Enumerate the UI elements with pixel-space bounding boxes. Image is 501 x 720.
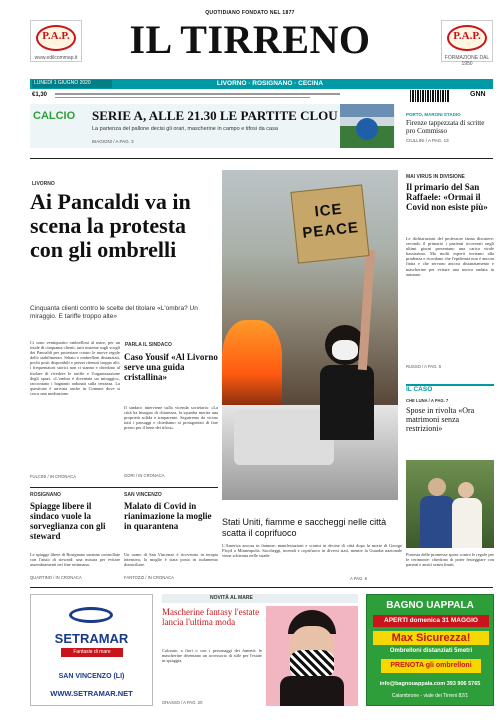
masthead-tagline: QUOTIDIANO FONDATO NEL 1877 (205, 10, 295, 16)
top-right-byline: CIULLINI / A PAG. 13 (406, 138, 449, 143)
ad-caption: FORMAZIONE DAL 1950 (444, 55, 490, 67)
top-right-kicker: PORTO, MARONI STADIO (406, 112, 461, 117)
caso-byline: GORI / IN CRONACA (124, 473, 165, 478)
setramar-tagline: Fantasie di mare (61, 648, 123, 657)
primario-headline[interactable]: Il primario del San Raffaele: «Ormai il Covid non esiste più» (406, 182, 488, 212)
stadium-photo (340, 104, 394, 148)
photo-byline: A PAG. 8 (350, 576, 367, 581)
gnn-logo: GNN (470, 91, 486, 98)
fish-logo-icon (69, 607, 113, 623)
mascherine-byline: GRASSO / A PAG. 20 (162, 700, 203, 705)
divider (30, 487, 218, 488)
lead-kicker: LIVORNO (32, 181, 55, 187)
calcio-subtitle: La partenza del pallone decisi gli orari, mascherine in campo e tifosi da casa (92, 126, 278, 132)
lead-body: Ci sono ventiquattro ombrelloni al mare, per un totale di cinquanta clienti, tutti insieme sugli scogli dei Pancaldi per protestare contro le nuove regole dello stabilimento. Sdraio e ombrelloni distanziati, pochi posti disponibili e prezzi ritenuti troppo alti: i frequentatori storici non ci stanno e chiedono al titolare di rivedere le tariffe e l'organizzazione degli spazi. «L'ombra è diventata un miraggio», raccontano i bagnanti radunati sulla terrazza. La questione è arrivata anche in Comune dove si cerca una mediazione. (30, 340, 120, 396)
dateline-edition: LIVORNO · ROSIGNANO · CECINA (216, 80, 324, 87)
primario-body: Le dichiarazioni del professore fanno discutere: secondo il primario i pazienti ricoverati negli ultimi giorni presentano una carica virale bassissima. Ma molti esperti invitano alla prudenza e ricordano che l'epidemia non è ancora finita e che servono ancora distanziamento e mascherine per evitare una nuova ondata in autunno. (406, 236, 494, 277)
caso-kicker: PARLA IL SINDACO (125, 342, 172, 348)
ad-logo-text: P.A.P. (453, 30, 481, 42)
mascherine-kicker: NOVITÀ AL MARE (210, 595, 253, 601)
caso-headline[interactable]: Caso Yousif «Al Livorno serve una guida cristallina» (124, 352, 218, 382)
photo-headline[interactable]: Stati Uniti, fiamme e saccheggi nelle città scatta il coprifuoco (222, 517, 387, 538)
spiagge-kicker: ROSIGNANO (30, 492, 61, 498)
mask-photo (266, 606, 358, 706)
malato-body: Un uomo di San Vincenzo è ricoverato in terapia intensiva, la moglie è stata posta in isolamento domiciliare. (124, 552, 218, 568)
mascherine-body: Colorate, a fiori o con i personaggi dei fumetti: le mascherine diventano un accessorio di stile per l'estate in spiaggia. (162, 648, 262, 664)
bagno-banner: APERTI domenica 31 MAGGIO (373, 615, 489, 627)
ad-caption: www.edilcommap.it (34, 55, 78, 61)
ad-setramar[interactable] (30, 594, 153, 706)
price: €1,30 (32, 92, 48, 98)
ad-bagno[interactable] (366, 594, 494, 706)
primario-kicker: MAI VIRUS IN DIVISIONE (406, 174, 465, 180)
bagno-contact[interactable]: info@bagnouappala.com 393 906 5765 (379, 681, 481, 687)
il-caso-body: Protesta delle promesse spose contro le regole per le cerimonie: chiedono di poter festeggiare con parenti e amici senza limiti. (406, 552, 494, 568)
protest-sign: ICE PEACE (290, 184, 369, 263)
photo-body: L'America ancora in fiamme: manifestazioni e scontri in decine di città dopo la morte di George Floyd a Minneapolis. Saccheggi, incendi e coprifuoco in diversi stati, mentre la Guardia nazionale viene schierata nelle strade. (222, 543, 402, 559)
bagno-line: Ombrelloni distanziati 5metri (389, 648, 473, 654)
lead-headline[interactable]: Ai Pancaldi va in scena la protesta con gli ombrelli (30, 189, 191, 262)
masthead-ad-left[interactable] (30, 20, 82, 62)
malato-headline[interactable]: Malato di Covid in rianimazione la moglie in quarantena (124, 501, 212, 531)
barcode-icon (410, 90, 450, 102)
calcio-byline: BIAGIONI / A PAG. 3 (92, 139, 134, 144)
caso-body: Il sindaco interviene sulla vicenda societaria: «La città ha bisogno di chiarezza, la squadra merita una proprietà solida e trasparente. Seguiremo da vicino tutti i passaggi e chiediamo ai protagonisti di fare presto per il bene dei tifosi». (124, 405, 218, 431)
mascherine-headline[interactable]: Mascherine fantasy l'estate lancia l'ultima moda (162, 607, 260, 627)
spiagge-headline[interactable]: Spiagge libere il sindaco vuole la sorveglianza con gli steward (30, 501, 106, 541)
top-right-headline[interactable]: Firenze tappezzata di scritte pro Commisso (406, 119, 485, 135)
mascherine-kicker-bar (162, 594, 358, 603)
fineprint-block (55, 92, 355, 102)
bagno-cta[interactable]: PRENOTA gli ombrelloni (381, 659, 481, 673)
wedding-photo (406, 460, 494, 548)
bagno-headline: Max Sicurezza! (373, 631, 489, 645)
bagno-name: BAGNO UAPPALA (386, 600, 474, 611)
setramar-website[interactable]: WWW.SETRAMAR.NET (50, 689, 133, 698)
calcio-headline[interactable]: SERIE A, ALLE 21.30 LE PARTITE CLOU (92, 108, 338, 123)
protest-photo (222, 170, 398, 500)
divider (30, 158, 493, 159)
malato-byline: FANTOZZI / IN CRONACA (124, 575, 174, 580)
spiagge-byline: QUARTINO / IN CRONACA (30, 575, 82, 580)
divider (30, 587, 493, 588)
lead-byline: FULCINI / IN CRONACA (30, 474, 77, 479)
il-caso-headline[interactable]: Spose in rivolta «Ora matrimoni senza restrizioni» (406, 406, 475, 433)
primario-byline: RUSSO / A PAG. 5 (406, 364, 442, 369)
masthead-title: IL TIRRENO (129, 17, 371, 62)
setramar-brand: SETRAMAR (54, 631, 129, 646)
setramar-town: SAN VINCENZO (LI) (58, 673, 125, 680)
lead-subhead: Cinquanta clienti contro le scelte del titolare «L'ombra? Un miraggio. E tariffe troppo alte» (30, 305, 198, 320)
malato-kicker: SAN VINCENZO (124, 492, 162, 498)
il-caso-kicker: CHE LUNA / A PAG. 7 (406, 398, 449, 403)
spiagge-body: Le spiagge libere di Rosignano saranno controllate con l'aiuto di steward: una misura per evitare assembramenti nei fine settimana. (30, 552, 120, 568)
calcio-label: CALCIO (33, 110, 76, 122)
ad-logo-text: P.A.P. (42, 30, 70, 42)
il-caso-label: IL CASO (406, 386, 433, 393)
bagno-address: Calambrone - viale dei Tirreni 82/1 (391, 693, 469, 699)
dateline-date: LUNEDÌ 1 GIUGNO 2020 (32, 80, 112, 88)
masthead-ad-right[interactable] (441, 20, 493, 67)
